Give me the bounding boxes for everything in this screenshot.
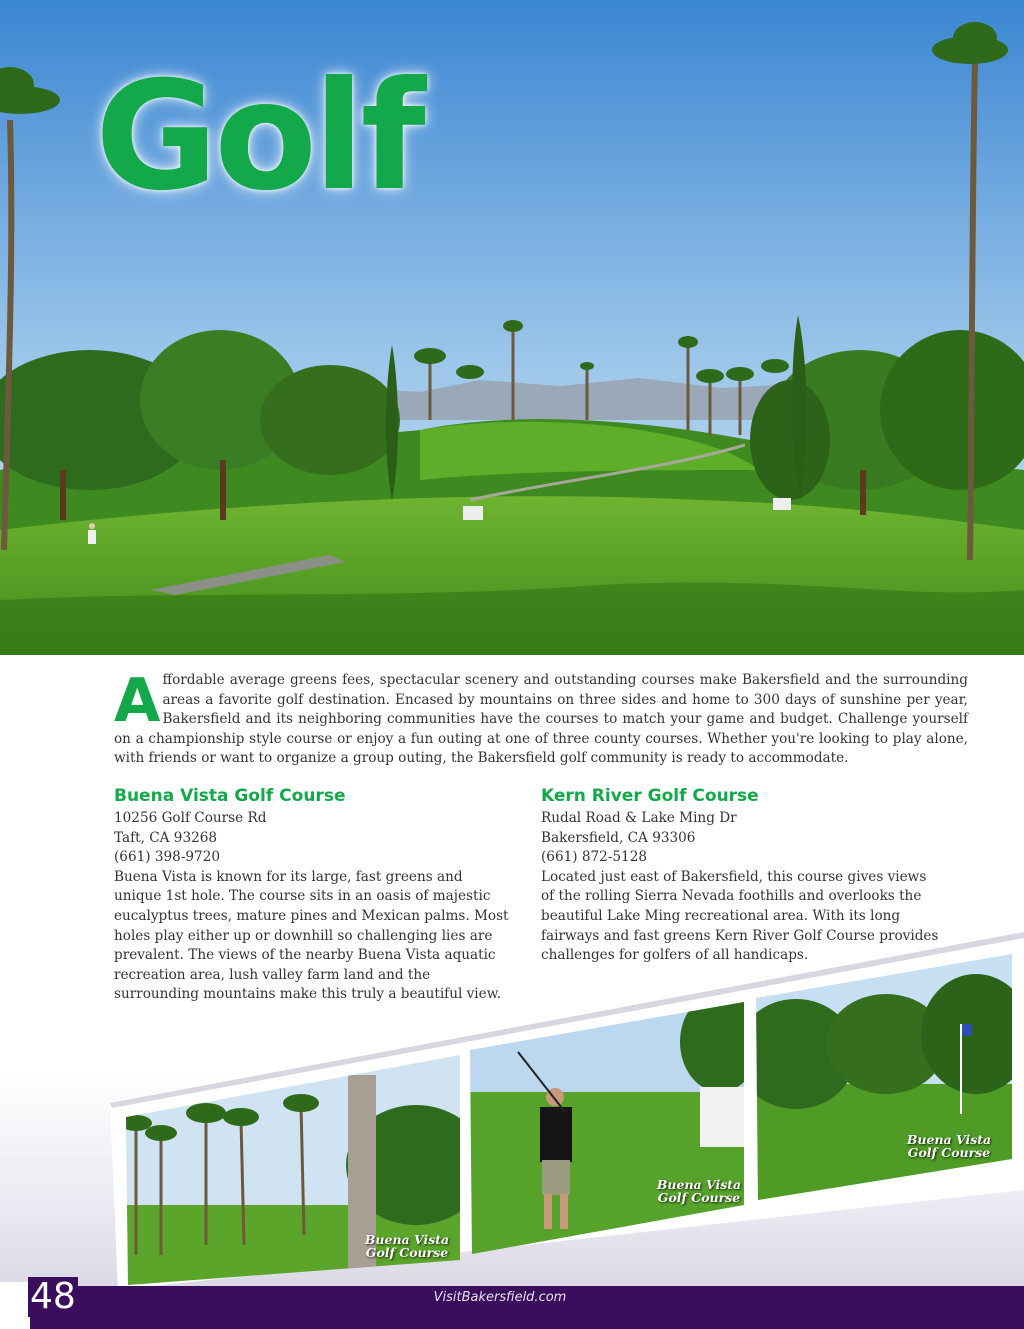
caption-line1: Buena Vista — [656, 1177, 742, 1192]
drop-cap: A — [114, 666, 161, 736]
course-address-line2: Taft, CA 93268 — [114, 829, 218, 846]
course-address-line1: Rudal Road & Lake Ming Dr — [541, 810, 737, 826]
photo-caption — [644, 1178, 754, 1204]
page-title: Golf — [95, 50, 422, 224]
course-name: Buena Vista Golf Course — [114, 786, 346, 806]
photo-caption — [894, 1133, 1004, 1159]
course-phone: (661) 398-9720 — [114, 849, 221, 866]
course-name: Kern River Golf Course — [541, 786, 759, 806]
caption-line2: Golf Course — [365, 1245, 449, 1260]
page-number: 48 — [30, 1276, 76, 1317]
caption-line1: Buena Vista — [364, 1232, 450, 1247]
course-description: Buena Vista is known for its large, fast greens and unique 1st hole. The course sits in an oasis of majestic eucalyptus trees, mature pines and Mexican palms. Most holes play either up or downhill so challenging lies are prevalent. The views of the nearby Buena Vista aquatic recreation area, lush valley farm land and the surrounding mountains make this truly a beautiful view. — [114, 868, 509, 1003]
photo-caption — [352, 1233, 462, 1259]
website-link[interactable]: VisitBakersfield.com — [433, 1290, 567, 1305]
intro-text: ffordable average greens fees, spectacular scenery and outstanding courses make Bakersfield and the surrounding areas a favorite golf destination. Encased by mountains on three sides and home to 300 days of sunshine per year, Bakersfield and its neighboring communities have the courses to match your game and budget. Challenge yourself on a championship style course or enjoy a fun outing at one of three county courses. Whether you're looking to play alone, with friends or want to organize a group outing, the Bakersfield golf community is ready to accommodate. — [114, 672, 968, 767]
caption-line2: Golf Course — [907, 1145, 991, 1160]
photo-golfer — [470, 1002, 744, 1254]
course-description: Located just east of Bakersfield, this course gives views of the rolling Sierra Nevada foothills and overlooks the beautiful Lake Ming recreational area. With its long fairways and fast greens Kern River Golf Course provides challenges for golfers of all handicaps. — [541, 868, 939, 964]
course-address-line2: Bakersfield, CA 93306 — [541, 829, 696, 846]
caption-line1: Buena Vista — [906, 1132, 992, 1147]
caption-line2: Golf Course — [657, 1190, 741, 1205]
course-address-line1: 10256 Golf Course Rd — [114, 810, 267, 826]
photo-flag — [756, 954, 1012, 1200]
course-phone: (661) 872-5128 — [541, 849, 648, 866]
